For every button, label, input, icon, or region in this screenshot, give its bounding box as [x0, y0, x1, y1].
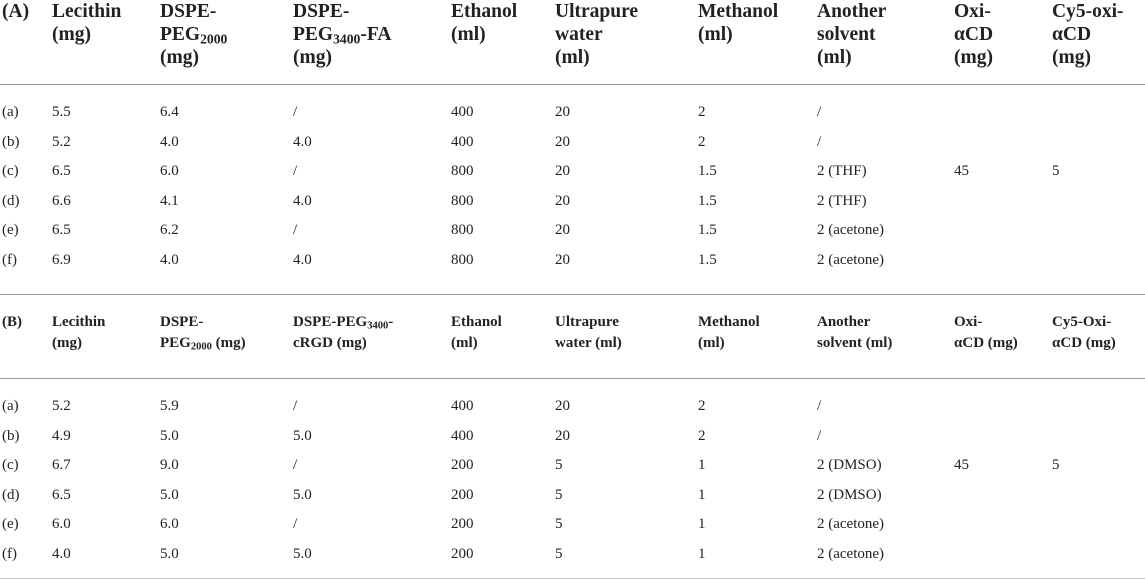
cell-methanol: 1.5	[698, 163, 717, 180]
cell-dspe-peg3400: /	[293, 398, 298, 414]
cell-cy5-oxi-acd: 5	[1052, 163, 1060, 180]
cell-dspe-peg2000: 5.0	[160, 427, 179, 444]
cell-dspe-peg3400: /	[293, 222, 298, 239]
cell-ethanol: 200	[451, 516, 474, 533]
header-dspe-peg3400-crgd: DSPE-$PEG_{3400}-$ cRGD (mg)	[293, 314, 394, 351]
cell-lecithin: 4.0	[52, 546, 71, 562]
header-methanol: Methanol (ml)	[698, 314, 760, 351]
header-ultrapure-water: Ultrapure water (ml)	[555, 1, 639, 68]
cell-ethanol: 400	[451, 398, 474, 414]
cell-ethanol: 400	[451, 427, 474, 444]
cell-another-solvent: 2 (acetone)	[817, 516, 885, 533]
cell-methanol: 2	[698, 398, 706, 414]
header-another-solvent: Another solvent (ml)	[817, 1, 887, 68]
table-a-label: (A)	[2, 1, 30, 22]
row-label: (b)	[2, 133, 20, 150]
cell-ethanol: 800	[451, 163, 474, 180]
cell-ultrapure-water: 5	[555, 457, 563, 474]
cell-ultrapure-water: 20	[555, 192, 570, 209]
cell-lecithin: 6.6	[52, 192, 71, 209]
cell-dspe-peg3400: 5.0	[293, 427, 312, 444]
cell-dspe-peg2000: 4.1	[160, 192, 179, 209]
cell-dspe-peg2000: 6.0	[160, 163, 179, 180]
cell-methanol: 2	[698, 104, 706, 120]
divider	[0, 294, 1145, 295]
cell-methanol: 1.5	[698, 222, 717, 239]
cell-ethanol: 400	[451, 133, 474, 150]
cell-ultrapure-water: 5	[555, 486, 563, 503]
cell-ultrapure-water: 20	[555, 427, 570, 444]
cell-methanol: 1	[698, 457, 706, 474]
cell-dspe-peg3400: 4.0	[293, 133, 312, 150]
cell-methanol: 1.5	[698, 252, 717, 268]
cell-methanol: 1	[698, 546, 706, 562]
cell-dspe-peg2000: 9.0	[160, 457, 179, 474]
header-ethanol: Ethanol (ml)	[451, 1, 518, 45]
cell-ethanol: 400	[451, 104, 474, 120]
cell-dspe-peg2000: 4.0	[160, 252, 179, 268]
row-label: (f)	[2, 546, 17, 562]
cell-lecithin: 5.2	[52, 398, 71, 414]
row-label: (f)	[2, 252, 17, 268]
cell-dspe-peg3400: /	[293, 516, 298, 533]
row-label: (e)	[2, 516, 19, 533]
cell-ultrapure-water: 20	[555, 222, 570, 239]
cell-ultrapure-water: 5	[555, 546, 563, 562]
header-ethanol: Ethanol (ml)	[451, 314, 502, 351]
cell-lecithin: 6.5	[52, 486, 71, 503]
header-oxi-acd: Oxi- αCD (mg)	[954, 1, 994, 68]
row-label: (d)	[2, 486, 20, 503]
cell-another-solvent: 2 (DMSO)	[817, 457, 882, 474]
cell-another-solvent: /	[817, 427, 822, 444]
cell-dspe-peg2000: 5.9	[160, 398, 179, 414]
cell-lecithin: 6.9	[52, 252, 71, 268]
row-label: (c)	[2, 163, 19, 180]
row-label: (b)	[2, 427, 20, 444]
cell-ultrapure-water: 5	[555, 516, 563, 533]
cell-ethanol: 800	[451, 252, 474, 268]
header-ultrapure-water: Ultrapure water (ml)	[555, 314, 622, 351]
cell-dspe-peg3400: 4.0	[293, 192, 312, 209]
cell-ultrapure-water: 20	[555, 133, 570, 150]
cell-cy5-oxi-acd: 5	[1052, 457, 1060, 474]
table-b-label: (B)	[2, 314, 22, 330]
cell-dspe-peg2000: 5.0	[160, 546, 179, 562]
cell-dspe-peg2000: 4.0	[160, 133, 179, 150]
cell-another-solvent: 2 (THF)	[817, 192, 867, 209]
header-oxi-acd: Oxi- αCD (mg)	[954, 314, 1018, 351]
cell-another-solvent: 2 (acetone)	[817, 546, 885, 562]
cell-lecithin: 5.5	[52, 104, 71, 120]
cell-another-solvent: 2 (acetone)	[817, 252, 885, 268]
cell-methanol: 1.5	[698, 192, 717, 209]
header-dspe-peg3400-fa: DSPE- $PEG_{3400}-FA$ (mg)	[293, 1, 392, 68]
cell-another-solvent: 2 (DMSO)	[817, 486, 882, 503]
cell-ethanol: 200	[451, 486, 474, 503]
cell-dspe-peg2000: 5.0	[160, 486, 179, 503]
cell-another-solvent: /	[817, 104, 822, 120]
header-lecithin: Lecithin (mg)	[52, 314, 106, 351]
divider	[0, 84, 1145, 85]
cell-lecithin: 4.9	[52, 427, 71, 444]
cell-methanol: 1	[698, 486, 706, 503]
cell-methanol: 2	[698, 133, 706, 150]
cell-ethanol: 800	[451, 222, 474, 239]
header-cy5-oxi-acd: Cy5-oxi- αCD (mg)	[1052, 1, 1124, 68]
cell-dspe-peg2000: 6.2	[160, 222, 179, 239]
cell-dspe-peg2000: 6.4	[160, 104, 179, 120]
cell-ultrapure-water: 20	[555, 398, 570, 414]
header-dspe-peg2000: DSPE- $PEG_{2000}$ (mg)	[160, 1, 228, 68]
header-another-solvent: Another solvent (ml)	[817, 314, 893, 351]
cell-lecithin: 6.5	[52, 163, 71, 180]
cell-ethanol: 800	[451, 192, 474, 209]
cell-dspe-peg3400: /	[293, 104, 298, 120]
cell-ethanol: 200	[451, 457, 474, 474]
cell-ethanol: 200	[451, 546, 474, 562]
header-cy5-oxi-acd: Cy5-Oxi- αCD (mg)	[1052, 314, 1116, 351]
cell-methanol: 1	[698, 516, 706, 533]
cell-lecithin: 6.5	[52, 222, 71, 239]
cell-another-solvent: 2 (THF)	[817, 163, 867, 180]
cell-oxi-acd: 45	[954, 163, 969, 180]
divider	[0, 578, 1145, 579]
row-label: (d)	[2, 192, 20, 209]
cell-lecithin: 6.7	[52, 457, 71, 474]
cell-another-solvent: 2 (acetone)	[817, 222, 885, 239]
header-lecithin: Lecithin (mg)	[52, 1, 122, 45]
row-label: (a)	[2, 398, 19, 414]
header-methanol: Methanol (ml)	[698, 1, 779, 45]
cell-ultrapure-water: 20	[555, 252, 570, 268]
cell-oxi-acd: 45	[954, 457, 969, 474]
cell-lecithin: 6.0	[52, 516, 71, 533]
header-dspe-peg2000: DSPE- $PEG_{2000}$ (mg)	[160, 314, 246, 353]
cell-ultrapure-water: 20	[555, 104, 570, 120]
cell-lecithin: 5.2	[52, 133, 71, 150]
cell-dspe-peg3400: 5.0	[293, 486, 312, 503]
cell-dspe-peg3400: 5.0	[293, 546, 312, 562]
row-label: (a)	[2, 104, 19, 120]
cell-dspe-peg3400: /	[293, 457, 298, 474]
cell-dspe-peg2000: 6.0	[160, 516, 179, 533]
row-label: (c)	[2, 457, 19, 474]
cell-another-solvent: /	[817, 133, 822, 150]
cell-ultrapure-water: 20	[555, 163, 570, 180]
cell-another-solvent: /	[817, 398, 822, 414]
row-label: (e)	[2, 222, 19, 239]
cell-dspe-peg3400: /	[293, 163, 298, 180]
divider	[0, 378, 1145, 379]
cell-dspe-peg3400: 4.0	[293, 252, 312, 268]
cell-methanol: 2	[698, 427, 706, 444]
